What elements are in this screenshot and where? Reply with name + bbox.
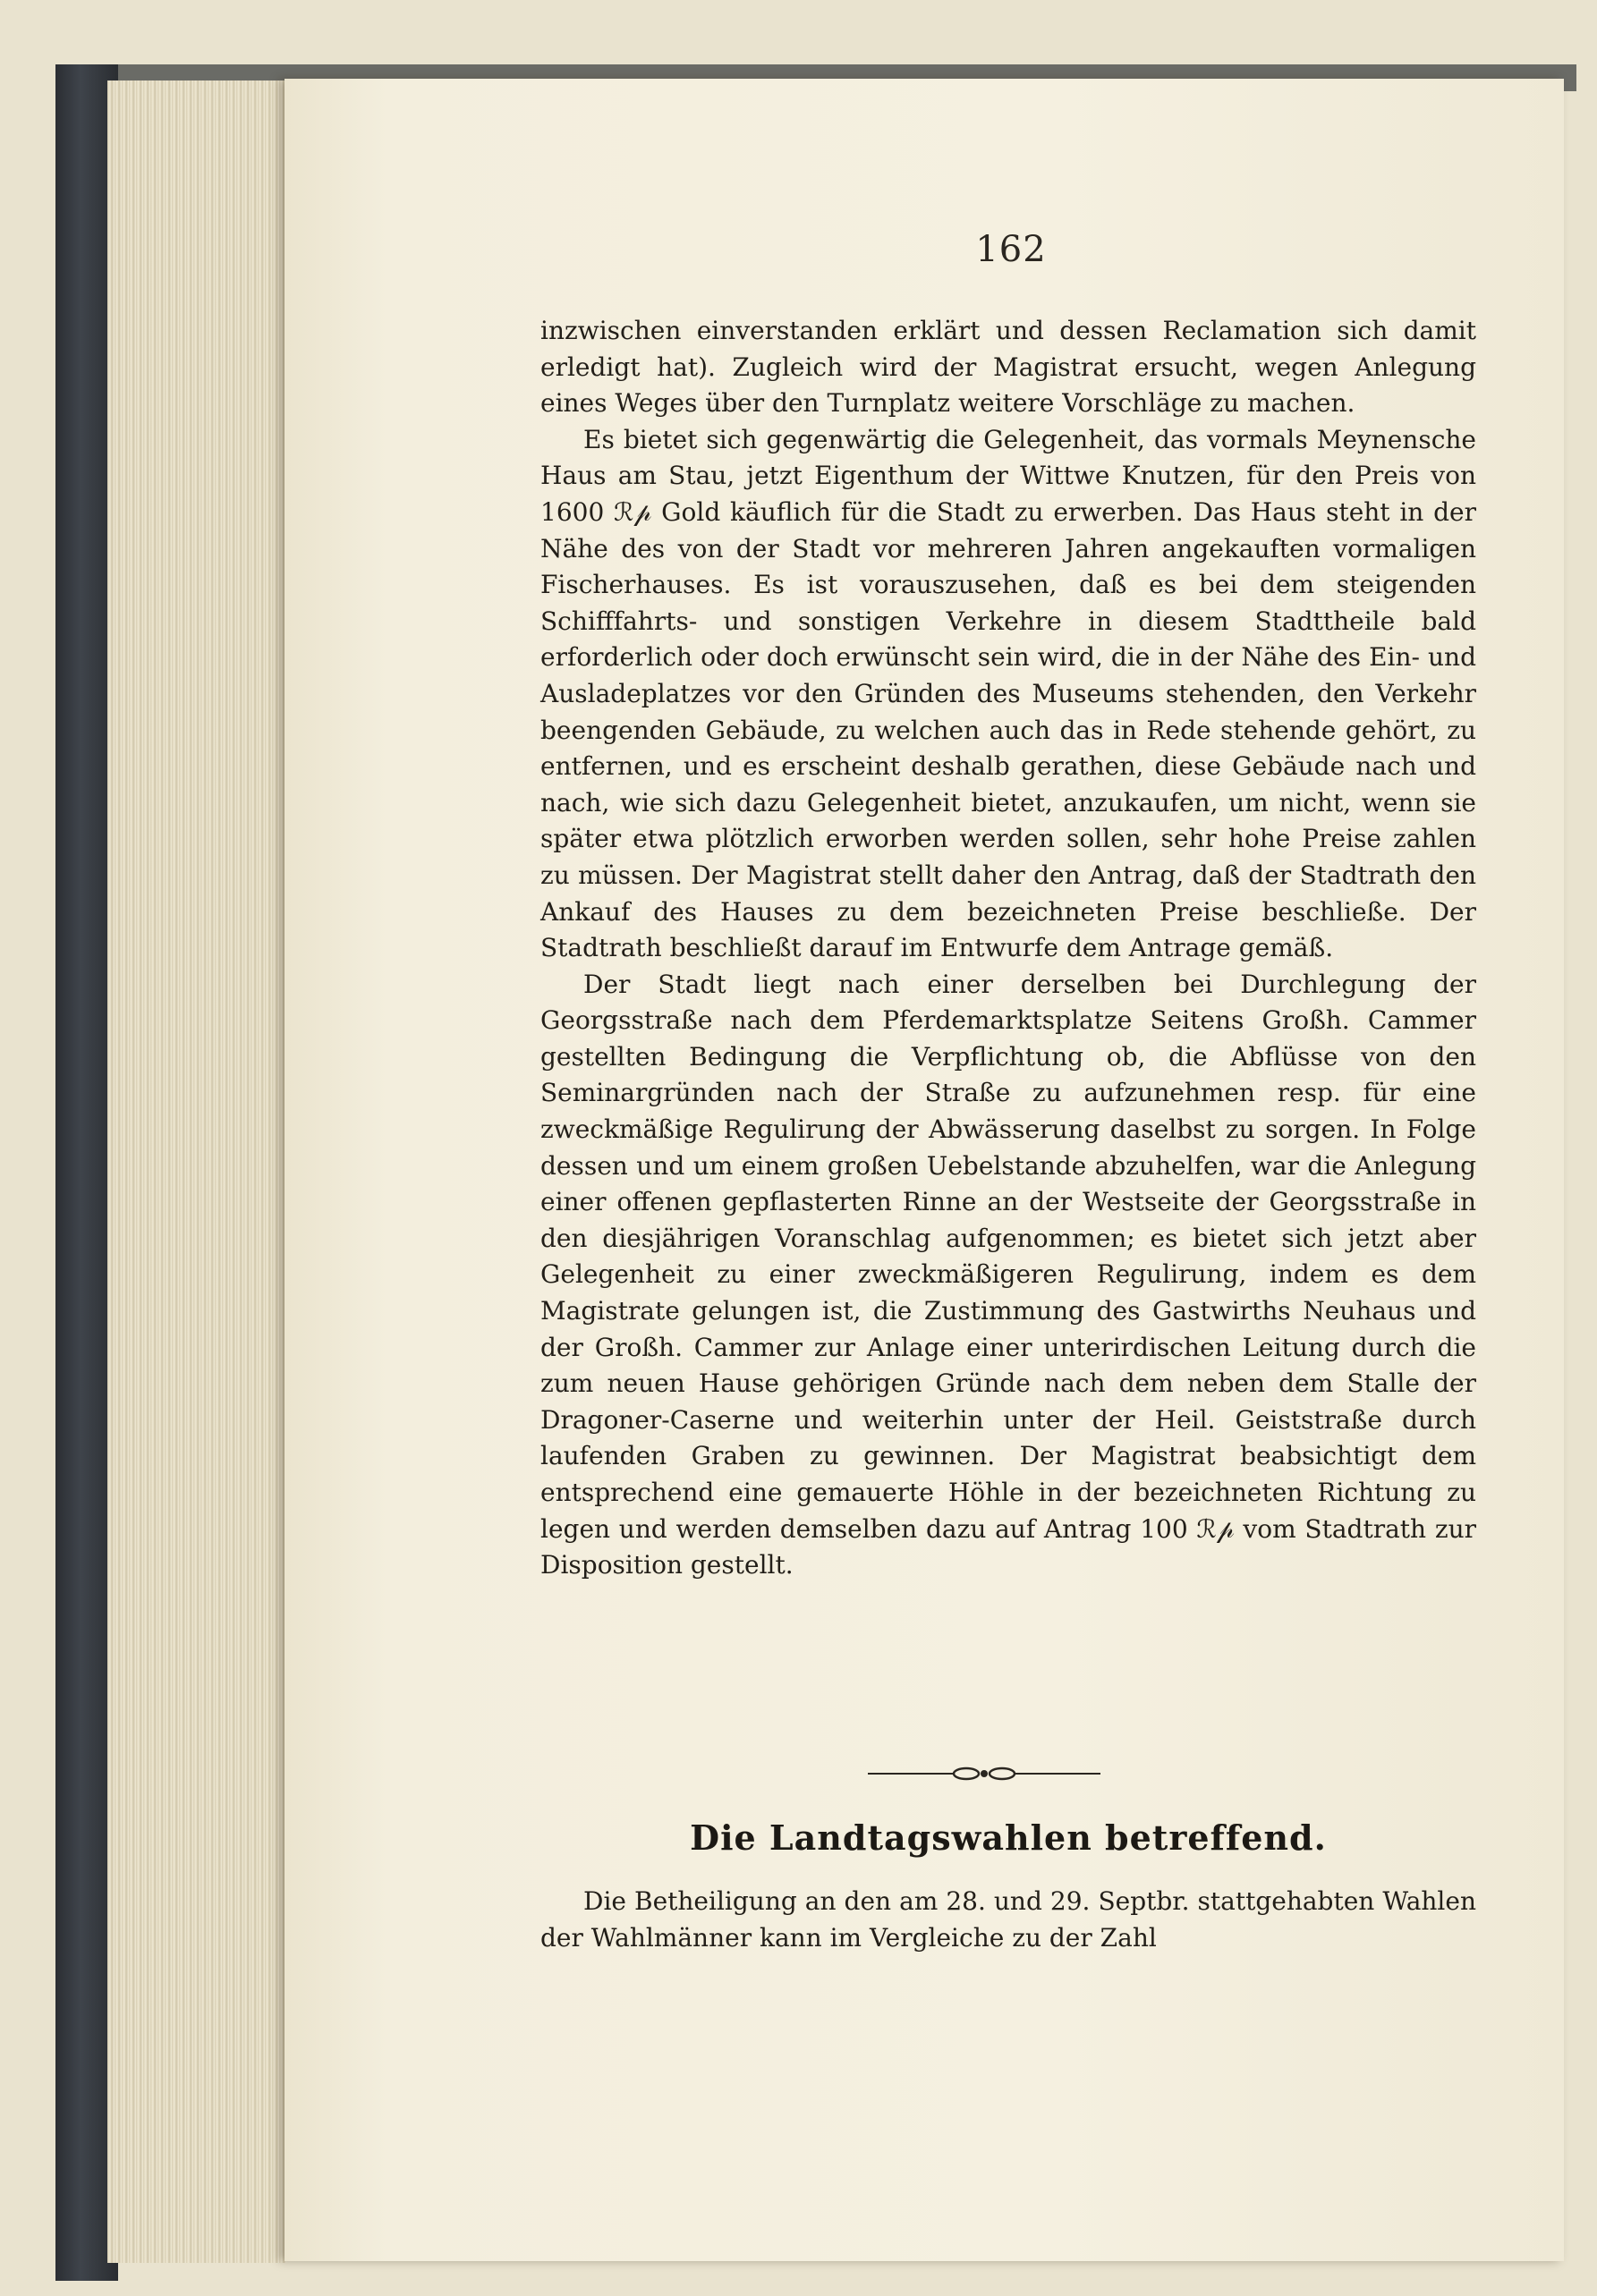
- section-paragraph: Die Betheiligung an den am 28. und 29. Septbr. stattgehabten Wahlen der Wahlmänner kann im Vergleiche zu der Zahl: [540, 1886, 1476, 1953]
- page-edges-stack: [107, 80, 286, 2263]
- paragraph-3: Der Stadt liegt nach einer derselben bei Durchlegung der Georgsstraße nach dem Pferdemarktsplatze Seitens Großh. Cammer gestellten Bedingung die Verpflichtung ob, die Abflüsse von den Seminargründen nach der Straße zu aufzunehmen resp. für eine zweckmäßige Regulirung der Abwässerung daselbst zu sorgen. In Folge dessen und um einem großen Uebelstande abzuhelfen, war die Anlegung einer offenen gepflasterten Rinne an der Westseite der Georgsstraße in den diesjährigen Voranschlag aufgenommen; es bietet sich jetzt aber Gelegenheit zu einer zweckmäßigeren Regulirung, indem es dem Magistrate gelungen ist, die Zustimmung des Gastwirths Neuhaus und der Großh. Cammer zur Anlage einer unterirdischen Leitung durch die zum neuen Hause gehörigen Gründe nach dem neben dem Stalle der Dragoner-Caserne und weiterhin unter der Heil. Geiststraße durch laufenden Graben zu gewinnen. Der Magistrat beabsichtigt dem entsprechend eine gemauerte Höhle in der bezeichneten Richtung zu legen und werden demselben dazu auf Antrag 100 ℛ𝓅 vom Stadtrath zur Disposition gestellt.: [540, 969, 1476, 1580]
- paragraph-2: Es bietet sich gegenwärtig die Gelegenheit, das vormals Meynensche Haus am Stau, jetzt Eigenthum der Wittwe Knutzen, für den Preis von 1600 ℛ𝓅 Gold käuflich für die Stadt zu erwerben. Das Haus steht in der Nähe des von der Stadt vor mehreren Jahren angekauften vormaligen Fischerhauses. Es ist vorauszusehen, daß es bei dem steigenden Schifffahrts- und sonstigen Verkehre in diesem Stadttheile bald erforderlich oder doch erwünscht sein wird, die in der Nähe des Ein- und Ausladeplatzes vor den Gründen des Museums stehenden, den Verkehr beengenden Gebäude, zu welchen auch das in Rede stehende gehört, zu entfernen, und es erscheint deshalb gerathen, diese Gebäude nach und nach, wie sich dazu Gelegenheit bietet, anzukaufen, um nicht, wenn sie später etwa plötzlich erworben werden sollen, sehr hohe Preise zahlen zu müssen. Der Magistrat stellt daher den Antrag, daß der Stadtrath den Ankauf des Hauses zu dem bezeichneten Preise beschließe. Der Stadtrath beschließt darauf im Entwurfe dem Antrage gemäß.: [540, 424, 1476, 963]
- main-text-block: [540, 313, 1476, 1584]
- page-number: 162: [975, 229, 1047, 270]
- paragraph-1: inzwischen einverstanden erklärt und dessen Reclamation sich damit erledigt hat). Zugleich wird der Magistrat ersucht, wegen Anlegung eines Weges über den Turnplatz weitere Vorschläge zu machen.: [540, 316, 1476, 419]
- section-text-block: [540, 1884, 1476, 1956]
- section-heading: Die Landtagswahlen betreffend.: [690, 1817, 1327, 1858]
- section-divider-ornament: [868, 1760, 1100, 1787]
